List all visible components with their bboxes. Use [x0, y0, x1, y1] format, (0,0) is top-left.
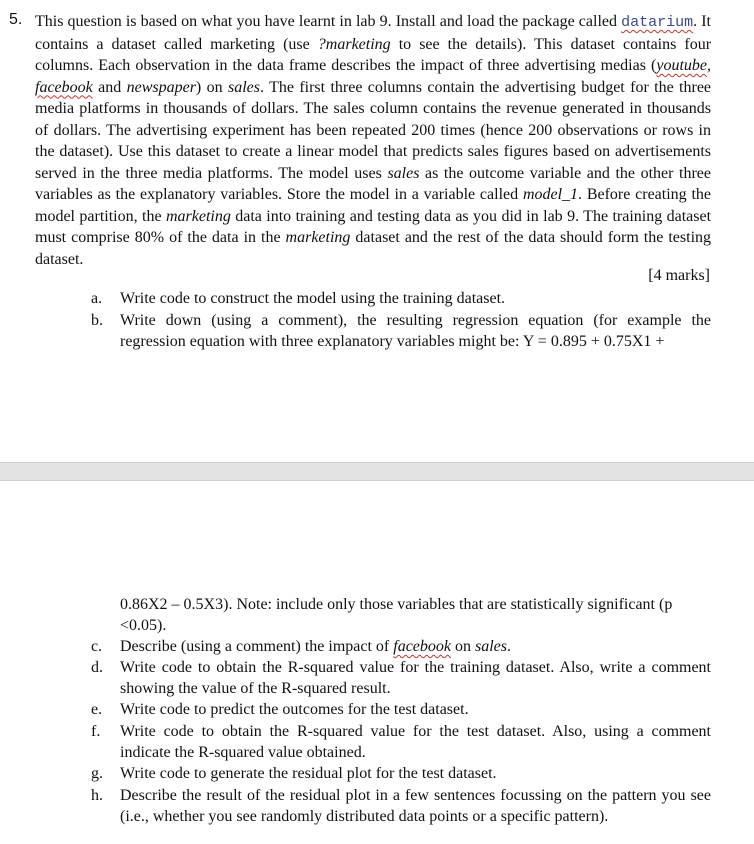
document-page-2: [0, 481, 754, 844]
text-run: to see the details). This dataset contains four columns. Each observation in the data frame describes the impact of three advertising medias (: [35, 35, 712, 74]
list-item: [91, 785, 711, 827]
text-run: dataset and the rest of the data should form the testing dataset.: [35, 229, 712, 268]
text-run: on: [455, 638, 471, 655]
list-item: [91, 288, 711, 309]
item-label: e.: [91, 701, 103, 718]
text-run: . The first three columns contain the advertising budget for the three media platforms in thousands of dollars. The sales column contains the revenue generated in thousands of dollars. The advertising experiment has been repeated 200 times (hence 200 observations or rows in the dataset). Use this dataset to create a linear model that predicts sales figures based on advertisements served in the three media platforms. The model uses: [35, 78, 712, 182]
package-name: datarium: [621, 14, 694, 31]
text-run: . Before creating the model partition, the: [35, 186, 712, 225]
item-label: g.: [91, 765, 103, 782]
var-marketing: marketing: [165, 207, 231, 225]
item-text: Write down (using a comment), the resulting regression equation (for example the regression equation with three explanatory variables might be: Y = 0.895 + 0.75X1 +: [120, 312, 711, 350]
var-sales: sales: [475, 638, 507, 655]
text-run: as the outcome variable and the other three variables as the explanatory variables. Store the model in a variable called: [35, 164, 712, 203]
help-command: ?marketing: [317, 35, 391, 53]
question-number: 5.: [9, 11, 23, 28]
item-label: c.: [91, 638, 103, 655]
item-text: Write code to obtain the R-squared value for the training dataset. Also, write a comment showing the value of the R-squared result.: [120, 659, 711, 697]
var-youtube: youtube: [656, 57, 707, 74]
page-break: [0, 462, 754, 481]
text-run: ,: [707, 57, 711, 74]
list-item: [91, 699, 711, 720]
var-newspaper: newspaper: [126, 78, 196, 96]
item-text: Write code to construct the model using the training dataset.: [120, 290, 506, 307]
item-text: Write code to generate the residual plot for the test dataset.: [120, 765, 497, 782]
item-text: Write code to obtain the R-squared value for the test dataset. Also, using a comment indicate the R-squared value obtained.: [120, 723, 711, 761]
var-facebook: facebook: [393, 638, 451, 655]
list-item: [91, 636, 711, 657]
var-marketing: marketing: [285, 229, 351, 246]
list-item: [91, 657, 711, 699]
marks-label: [4 marks]: [648, 267, 710, 284]
var-facebook: facebook: [35, 78, 93, 96]
var-sales: sales: [228, 78, 260, 96]
var-model: model_1: [522, 186, 579, 203]
text-run: data into training and testing data as you did in lab 9. The training dataset must comprise 80% of the data in the: [35, 207, 712, 246]
question-paragraph: [35, 11, 711, 270]
item-text: Write code to predict the outcomes for the test dataset.: [120, 701, 469, 718]
item-text: Describe the result of the residual plot in a few sentences focussing on the pattern you see (i.e., whether you see randomly distributed data points or a specific pattern).: [120, 787, 711, 825]
item-b-continuation: 0.86X2 – 0.5X3). Note: include only those variables that are statistically significant (p <0.05).: [120, 596, 673, 634]
text-run: .: [507, 638, 511, 655]
list-item: [91, 310, 711, 352]
item-label: d.: [91, 659, 103, 676]
text-run: ) on: [195, 78, 223, 96]
item-label: b.: [91, 312, 103, 329]
var-sales: sales: [387, 164, 420, 182]
item-label: h.: [91, 787, 103, 804]
item-text: [120, 636, 711, 657]
item-label: a.: [91, 290, 103, 307]
item-label: f.: [91, 723, 101, 740]
text-run: This question is based on what you have learnt in lab 9. Install and load the package called: [35, 13, 617, 30]
text-run: . It contains a dataset called marketing (use: [35, 13, 711, 53]
list-item: [91, 763, 711, 784]
list-item: [91, 721, 711, 763]
text-run: and: [92, 78, 122, 96]
text-run: Describe (using a comment) the impact of: [120, 638, 390, 655]
